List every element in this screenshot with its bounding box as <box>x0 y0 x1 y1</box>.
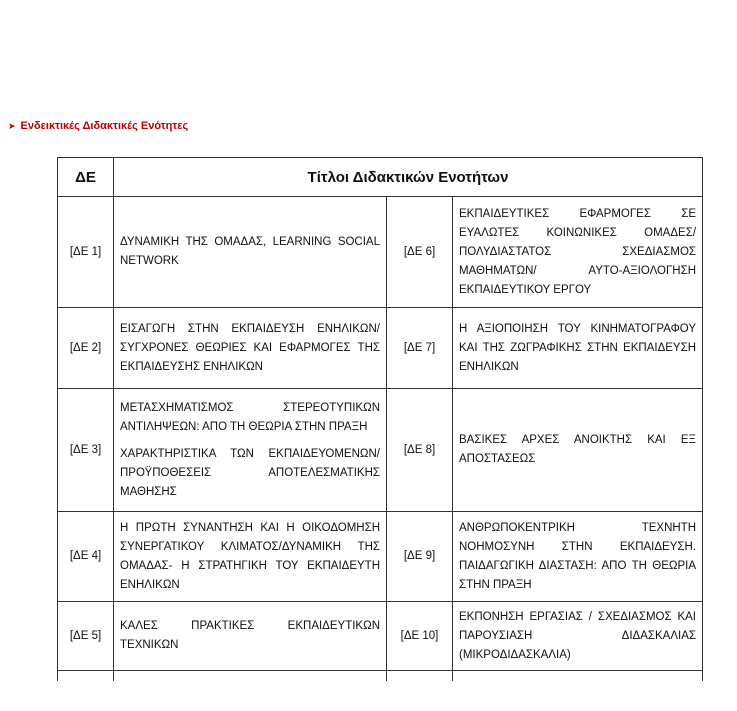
header-code-cell: ΔΕ <box>58 158 114 197</box>
unit-code-cell: [ΔΕ 9] <box>387 512 453 602</box>
table-header-row <box>58 158 703 197</box>
section-heading-text: Ενδεικτικές Διδακτικές Ενότητες <box>20 120 189 132</box>
unit-title-text: ΧΑΡΑΚΤΗΡΙΣΤΙΚΑ ΤΩΝ ΕΚΠΑΙΔΕΥΟΜΕΝΩΝ/ ΠΡΟΫΠΟΘΕΣΕΙΣ ΑΠΟΤΕΛΕΣΜΑΤΙΚΗΣ ΜΑΘΗΣΗΣ <box>120 447 380 498</box>
unit-title-text: ΑΝΘΡΩΠΟΚΕΝΤΡΙΚΗ ΤΕΧΝΗΤΗ ΝΟΗΜΟΣΥΝΗ ΣΤΗΝ ΕΚΠΑΙΔΕΥΣΗ. ΠΑΙΔΑΓΩΓΙΚΗ ΔΙΑΣΤΑΣΗ: ΑΠΟ ΤΗ ΘΕΩΡΙΑ ΣΤΗΝ ΠΡΑΞΗ <box>459 521 697 591</box>
unit-code-cell: [ΔΕ 2] <box>58 308 114 389</box>
section-heading <box>8 120 188 132</box>
table-row <box>58 602 703 671</box>
unit-title-text: Η ΠΡΩΤΗ ΣΥΝΑΝΤΗΣΗ ΚΑΙ Η ΟΙΚΟΔΟΜΗΣΗ ΣΥΝΕΡΓΑΤΙΚΟΥ ΚΛΙΜΑΤΟΣ/ΔΥΝΑΜΙΚΗ ΤΗΣ ΟΜΑΔΑΣ- Η ΣΤΡΑΤΗΓΙΚΗ ΤΟΥ ΕΚΠΑΙΔΕΥΤΗ ΕΝΗΛΙΚΩΝ <box>120 521 380 591</box>
unit-title-cell <box>453 308 703 389</box>
table-row-cutoff <box>58 671 703 682</box>
header-title-cell: Τίτλοι Διδακτικών Ενοτήτων <box>114 158 703 197</box>
unit-code-cell: [ΔΕ 4] <box>58 512 114 602</box>
unit-title-cell <box>114 389 387 512</box>
unit-code-cell: [ΔΕ 7] <box>387 308 453 389</box>
unit-title-text: ΚΑΛΕΣ ΠΡΑΚΤΙΚΕΣ ΕΚΠΑΙΔΕΥΤΙΚΩΝ ΤΕΧΝΙΚΩΝ <box>120 620 380 651</box>
unit-title-cell <box>114 512 387 602</box>
unit-title-text: ΕΚΠΟΝΗΣΗ ΕΡΓΑΣΙΑΣ / ΣΧΕΔΙΑΣΜΟΣ ΚΑΙ ΠΑΡΟΥΣΙΑΣΗ ΔΙΔΑΣΚΑΛΙΑΣ (ΜΙΚΡΟΔΙΔΑΣΚΑΛΙΑ) <box>459 610 697 661</box>
unit-code-cell: [ΔΕ 3] <box>58 389 114 512</box>
unit-title-cell <box>453 602 703 671</box>
unit-title-text: ΜΕΤΑΣΧΗΜΑΤΙΣΜΟΣ ΣΤΕΡΕΟΤΥΠΙΚΩΝ ΑΝΤΙΛΗΨΕΩΝ: ΑΠΟ ΤΗ ΘΕΩΡΙΑ ΣΤΗΝ ΠΡΑΞΗ <box>120 401 380 433</box>
unit-title-text: ΕΙΣΑΓΩΓΗ ΣΤΗΝ ΕΚΠΑΙΔΕΥΣΗ ΕΝΗΛΙΚΩΝ/ ΣΥΓΧΡΟΝΕΣ ΘΕΩΡΙΕΣ ΚΑΙ ΕΦΑΡΜΟΓΕΣ ΤΗΣ ΕΚΠΑΙΔΕΥΣΗΣ ΕΝΗΛΙΚΩΝ <box>120 322 380 373</box>
empty-cell <box>453 671 703 682</box>
unit-title-text: ΕΚΠΑΙΔΕΥΤΙΚΕΣ ΕΦΑΡΜΟΓΕΣ ΣΕ ΕΥΑΛΩΤΕΣ ΚΟΙΝΩΝΙΚΕΣ ΟΜΑΔΕΣ/ ΠΟΛΥΔΙΑΣΤΑΤΟΣ ΣΧΕΔΙΑΣΜΟΣ ΜΑΘΗΜΑΤΩΝ/ ΑΥΤΟ-ΑΞΙΟΛΟΓΗΣΗ ΕΚΠΑΙΔΕΥΤΙΚΟΥ ΕΡΓΟΥ <box>459 207 697 296</box>
unit-title-cell <box>114 602 387 671</box>
empty-cell <box>387 671 453 682</box>
unit-title-cell <box>453 512 703 602</box>
arrow-bullet-icon: ➤ <box>8 120 16 131</box>
unit-code-cell: [ΔΕ 10] <box>387 602 453 671</box>
table-row <box>58 512 703 602</box>
unit-code-cell: [ΔΕ 8] <box>387 389 453 512</box>
unit-code-cell: [ΔΕ 1] <box>58 197 114 308</box>
teaching-units-table <box>57 157 703 681</box>
table-row <box>58 389 703 512</box>
table-row <box>58 197 703 308</box>
unit-title-text: ΔΥΝΑΜΙΚΗ ΤΗΣ ΟΜΑΔΑΣ, LEARNING SOCIAL NETWORK <box>120 236 380 267</box>
unit-code-cell: [ΔΕ 6] <box>387 197 453 308</box>
unit-title-cell <box>114 197 387 308</box>
unit-title-text: ΒΑΣΙΚΕΣ ΑΡΧΕΣ ΑΝΟΙΚΤΗΣ ΚΑΙ ΕΞ ΑΠΟΣΤΑΣΕΩΣ <box>459 434 697 465</box>
empty-cell <box>114 671 387 682</box>
unit-code-cell: [ΔΕ 5] <box>58 602 114 671</box>
unit-title-cell <box>453 197 703 308</box>
unit-title-text: Η ΑΞΙΟΠΟΙΗΣΗ ΤΟΥ ΚΙΝΗΜΑΤΟΓΡΑΦΟΥ ΚΑΙ ΤΗΣ ΖΩΓΡΑΦΙΚΗΣ ΣΤΗΝ ΕΚΠΑΙΔΕΥΣΗ ΕΝΗΛΙΚΩΝ <box>459 322 697 373</box>
table-row <box>58 308 703 389</box>
unit-title-cell <box>114 308 387 389</box>
unit-title-cell <box>453 389 703 512</box>
empty-cell <box>58 671 114 682</box>
